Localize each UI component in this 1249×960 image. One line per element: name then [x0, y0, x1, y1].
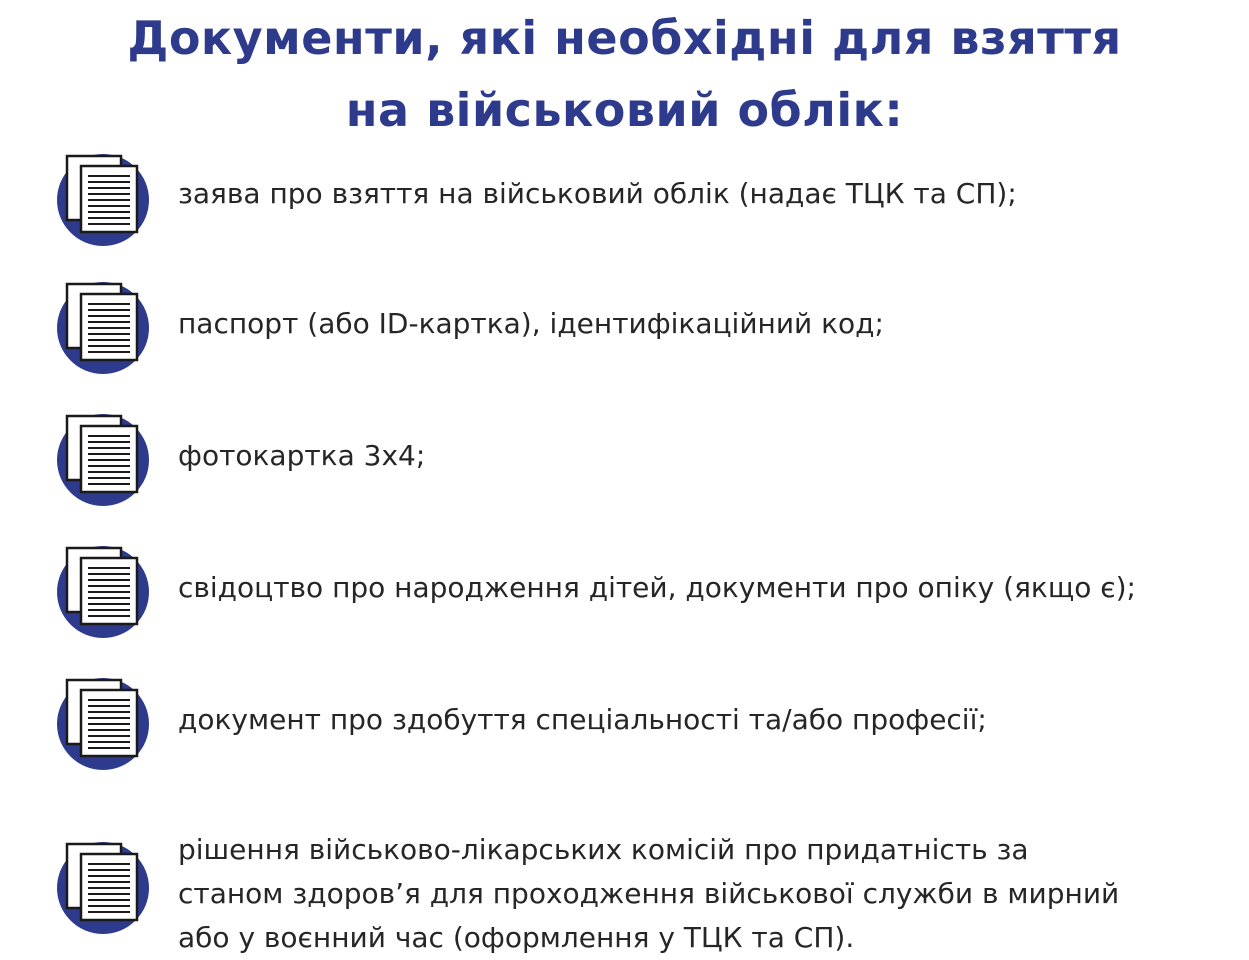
item-text: документ про здобуття спеціальності та/або професії;: [178, 703, 987, 736]
document-icon: [55, 542, 151, 638]
item-text: заява про взяття на військовий облік (надає ТЦК та СП);: [178, 177, 1017, 210]
document-icon: [55, 150, 151, 246]
document-icon: [55, 674, 151, 770]
item-text-line-3: або у воєнний час (оформлення у ТЦК та СП).: [178, 921, 855, 954]
document-icon: [55, 410, 151, 506]
document-icon: [55, 838, 151, 934]
item-text-line-2: станом здоров’я для проходження військової служби в мирний: [178, 877, 1120, 910]
item-text: фотокартка 3x4;: [178, 439, 426, 472]
document-icon: [55, 278, 151, 374]
title-line-1: Документи, які необхідні для взяття: [127, 11, 1122, 65]
page-title: [0, 2, 1249, 146]
item-text: свідоцтво про народження дітей, документи про опіку (якщо є);: [178, 571, 1136, 604]
title-line-2: на військовий облік:: [345, 83, 904, 137]
item-text-line-1: рішення військово-лікарських комісій про придатність за: [178, 833, 1029, 866]
item-text: [178, 828, 1238, 960]
item-text: паспорт (або ID-картка), ідентифікаційний код;: [178, 307, 884, 340]
